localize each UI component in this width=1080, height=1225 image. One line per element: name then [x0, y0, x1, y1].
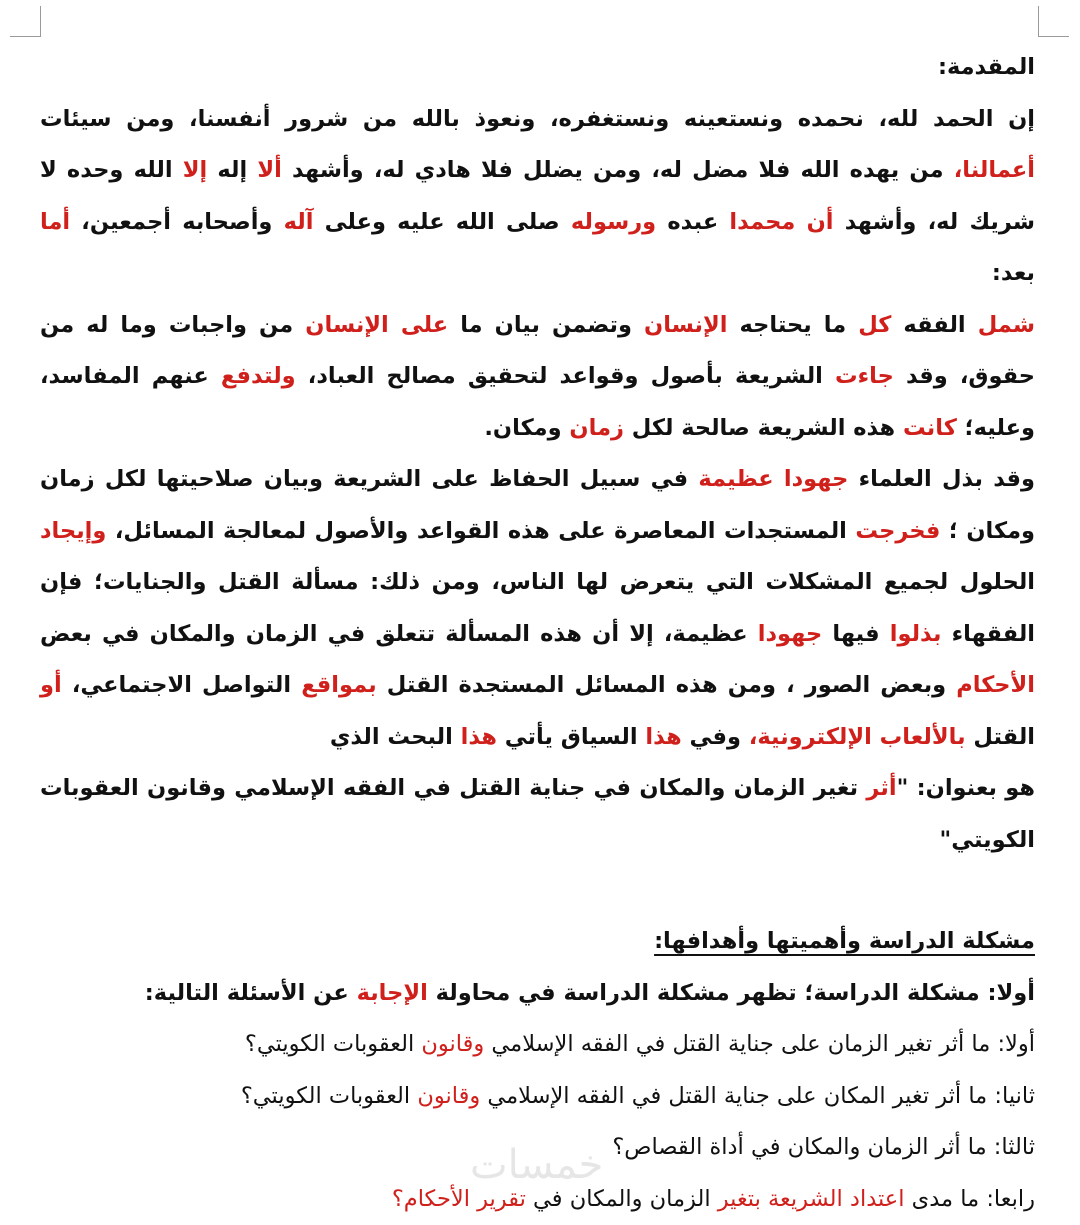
intro-paragraph-1 — [40, 94, 1035, 300]
study-heading-text: مشكلة الدراسة وأهميتها وأهدافها: — [654, 928, 1035, 954]
highlighted-text: الإنسان — [644, 312, 727, 338]
highlighted-text: ألا — [257, 157, 281, 183]
highlighted-text: أن محمدا — [729, 209, 833, 235]
text-run: فيها — [822, 621, 890, 647]
text-run: الشريعة بأصول وقواعد لتحقيق مصالح العباد، — [296, 363, 835, 389]
text-run: التواصل الاجتماعي، — [62, 672, 301, 698]
text-run: عن الأسئلة التالية: — [145, 980, 357, 1006]
highlighted-text: كل — [858, 312, 891, 338]
text-run: تغير الزمان والمكان في جناية القتل في الفقه الإسلامي وقانون العقوبات الكويتي" — [40, 775, 1035, 853]
highlighted-text: على الإنسان — [305, 312, 448, 338]
highlighted-text: ورسوله — [571, 209, 656, 235]
highlighted-text: بمواقع — [301, 672, 376, 698]
text-run: وأصحابه أجمعين، — [70, 209, 284, 235]
text-run: صلى الله عليه وعلى — [313, 209, 570, 235]
highlighted-text: أعمالنا، — [954, 157, 1035, 183]
question-item — [40, 1019, 1035, 1071]
text-run: الفقه — [891, 312, 977, 338]
highlighted-text: أثر — [866, 775, 896, 801]
text-run: وتضمن بيان ما — [448, 312, 644, 338]
text-run: عبده — [656, 209, 729, 235]
highlighted-text: اعتداد الشريعة بتغير — [718, 1186, 905, 1212]
highlighted-text: وقانون — [421, 1031, 484, 1057]
text-run: العقوبات الكويتي؟ — [241, 1083, 417, 1109]
study-heading — [40, 916, 1035, 968]
highlighted-text: هذا — [645, 724, 681, 750]
highlighted-text: آله — [284, 209, 314, 235]
text-run: عظيمة، إلا أن هذه المسألة تتعلق في الزمان والمكان في بعض — [40, 621, 758, 647]
margin-corner-mark-right — [1038, 6, 1069, 37]
text-run: عنهم المفاسد، وعليه؛ — [40, 363, 1035, 441]
text-run: بعد: — [992, 260, 1035, 286]
highlighted-text: أما — [40, 209, 70, 235]
text-run: في سبيل الحفاظ على الشريعة وبيان صلاحيتها لكل زمان ومكان ؛ — [40, 466, 1035, 544]
text-run: العقوبات الكويتي؟ — [245, 1031, 421, 1057]
highlighted-text: ولتدفع — [221, 363, 296, 389]
text-run: من يهده الله فلا مضل له، ومن يضلل فلا هادي له، وأشهد — [282, 157, 954, 183]
intro-paragraph-3 — [40, 454, 1035, 763]
text-run: الزمان والمكان في — [526, 1186, 718, 1212]
text-run: هذه الشريعة صالحة لكل — [624, 415, 903, 441]
text-run: إله — [207, 157, 257, 183]
highlighted-text: جهودا عظيمة — [698, 466, 848, 492]
section-gap — [40, 866, 1035, 916]
intro-paragraph-4 — [40, 763, 1035, 866]
text-run: إن الحمد لله، نحمده ونستعينه ونستغفره، ونعوذ بالله من شرور أنفسنا، ومن سيئات — [40, 106, 1035, 132]
text-run: وفي — [682, 724, 749, 750]
intro-paragraph-2 — [40, 300, 1035, 455]
text-run: ثالثا: ما أثر الزمان والمكان في أداة القصاص؟ — [612, 1134, 1035, 1160]
question-item — [40, 1071, 1035, 1123]
highlighted-text: شمل — [978, 312, 1035, 338]
highlighted-text: هذا — [461, 724, 497, 750]
highlighted-text: الإجابة — [357, 980, 428, 1006]
highlighted-text: وقانون — [417, 1083, 480, 1109]
text-run: ثانيا: ما أثر تغير المكان على جناية القتل في الفقه الإسلامي — [480, 1083, 1035, 1109]
highlighted-text: وإيجاد — [40, 518, 106, 544]
text-run: السياق يأتي — [497, 724, 645, 750]
highlighted-text: جهودا — [758, 621, 822, 647]
text-run: هو بعنوان: " — [897, 775, 1035, 801]
document-page — [40, 42, 1035, 1225]
margin-corner-mark-left — [10, 6, 41, 37]
watermark-logo: خمسات — [470, 1142, 603, 1188]
highlighted-text: تقرير الأحكام؟ — [392, 1186, 526, 1212]
text-run: ومكان. — [484, 415, 569, 441]
intro-title: المقدمة: — [40, 42, 1035, 94]
highlighted-text: بالألعاب الإلكترونية، — [749, 724, 966, 750]
text-run: البحث الذي — [330, 724, 461, 750]
highlighted-text: إلا — [183, 157, 207, 183]
highlighted-text: كانت — [903, 415, 957, 441]
text-run: وقد بذل العلماء — [848, 466, 1035, 492]
highlighted-text: فخرجت — [855, 518, 940, 544]
text-run: المستجدات المعاصرة على هذه القواعد والأصول لمعالجة المسائل، — [106, 518, 855, 544]
text-run: ما يحتاجه — [727, 312, 858, 338]
text-run: وبعض الصور ، ومن هذه المسائل المستجدة القتل — [377, 672, 957, 698]
text-run: أولا: ما أثر تغير الزمان على جناية القتل في الفقه الإسلامي — [484, 1031, 1035, 1057]
highlighted-text: زمان — [569, 415, 624, 441]
study-subheading — [40, 968, 1035, 1020]
highlighted-text: الأحكام — [956, 672, 1035, 698]
text-run: الله وحده لا شريك له، وأشهد — [40, 157, 1035, 235]
highlighted-text: أو — [40, 672, 62, 698]
text-run: أولا: مشكلة الدراسة؛ تظهر مشكلة الدراسة في محاولة — [428, 980, 1035, 1006]
highlighted-text: بذلوا — [890, 621, 942, 647]
text-run: رابعا: ما مدى — [904, 1186, 1035, 1212]
highlighted-text: جاءت — [835, 363, 894, 389]
text-run: الحلول لجميع المشكلات التي يتعرض لها الناس، ومن ذلك: مسألة القتل والجنايات؛ فإن الفقهاء — [40, 569, 1035, 647]
text-run: القتل — [966, 724, 1035, 750]
text-run: من واجبات وما له من حقوق، وقد — [40, 312, 1035, 390]
questions-list — [40, 1019, 1035, 1225]
